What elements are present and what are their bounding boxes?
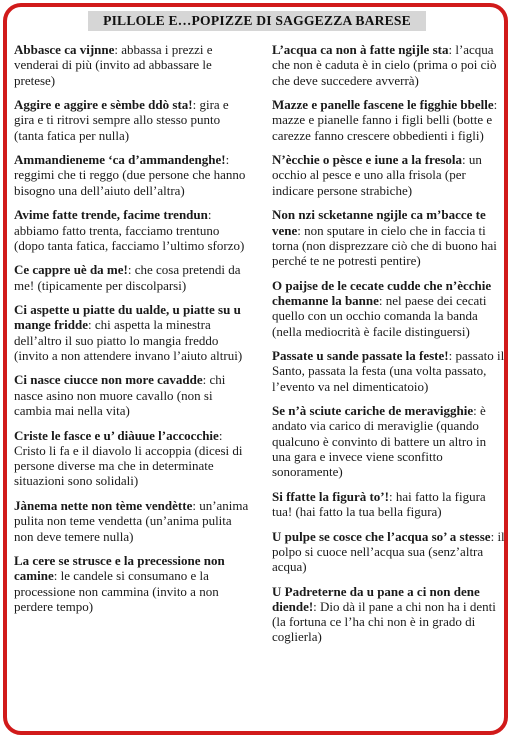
- proverb-entry: [272, 42, 508, 88]
- proverb-meaning: : l’acqua che non è caduta è in cielo (prima o poi ciò che deve succedere avverrà): [272, 42, 497, 88]
- proverb-meaning: : mazze e pianelle fanno i figli belli (botte e carezze fanno crescere obbedienti i figli): [272, 97, 498, 143]
- proverb-entry: [14, 553, 250, 614]
- proverb-term: Ce cappre uè da me!: [14, 262, 128, 278]
- proverb-entry: [272, 207, 508, 268]
- proverb-meaning: : è andato via carico di meraviglie (quando qualcuno è convinto di battere un altro in una gara e invece viene sconfitto sonoramente): [272, 403, 487, 480]
- proverb-meaning: : abbiamo fatto trenta, facciamo trentuno (dopo tanta fatica, facciamo l’ultimo sforzo): [14, 207, 245, 253]
- proverb-meaning: : Cristo li fa e il diavolo li accoppia (dicesi di persone diverse ma che in determinate situazioni sono solidali): [14, 427, 243, 489]
- proverb-entry: [14, 498, 250, 544]
- proverb-entry: [272, 348, 508, 394]
- proverb-meaning: : hai fatto la figura tua! (hai fatto la tua bella figura): [272, 488, 486, 520]
- proverb-term: Mazze e panelle fascene le figghie bbelle: [272, 97, 494, 113]
- proverb-entry: [272, 489, 508, 520]
- proverb-term: La cere se strusce e la precessione non camine: [14, 553, 225, 584]
- proverb-term: Jànema nette non tème vendètte: [14, 497, 193, 513]
- proverb-term: L’acqua ca non à fatte ngijle sta: [272, 42, 449, 57]
- proverb-entry: [14, 262, 250, 293]
- proverb-term: U pulpe se cosce che l’acqua so’ a stesse: [272, 528, 491, 544]
- proverb-meaning: : Dio dà il pane a chi non ha i denti (la fortuna ce l’ha chi non è in grado di coglierla): [272, 598, 496, 645]
- proverb-term: Ci nasce ciucce non more cavadde: [14, 372, 203, 388]
- proverb-term: Ammandieneme ‘ca d’ammandenghe!: [14, 152, 226, 168]
- proverb-term: Non nzi scketanne ngijle ca m’bacce te vene: [272, 207, 486, 238]
- proverb-term: N’ècchie o pèsce e iune a la fresola: [272, 152, 463, 168]
- proverb-entry: [272, 97, 508, 143]
- proverb-meaning: : non sputare in cielo che in faccia ti torna (non disprezzare ciò che di buono hai perché te ne potresti pentire): [272, 222, 497, 269]
- proverb-meaning: : reggimi che ti reggo (due persone che hanno bisogno una dell’aiuto dell’altra): [14, 152, 246, 198]
- proverb-meaning: : le candele si consumano e la processione non cammina (invito a non perdere tempo): [14, 568, 219, 614]
- proverb-meaning: : passato il Santo, passata la festa (una volta passato, l’evento va nel dimenticatoio): [272, 347, 505, 394]
- proverb-meaning: : abbassa i prezzi e venderai di più (invito ad abbassare le pretese): [14, 42, 213, 88]
- proverb-meaning: : chi nasce asino non muore cavallo (non si cambia mai nella vita): [14, 372, 226, 419]
- proverb-term: U Padreterne da u pane a ci non dene diende!: [272, 583, 480, 614]
- proverb-term: O paijse de le cecate cudde che n’ècchie chemanne la banne: [272, 277, 492, 308]
- proverb-meaning: : gira e gira e ti ritrovi sempre allo stesso punto (tanta fatica per nulla): [14, 97, 229, 143]
- proverb-entry: [272, 278, 508, 339]
- proverb-term: Si ffatte la figurà to’!: [272, 488, 389, 504]
- proverb-entry: [272, 529, 508, 575]
- proverb-meaning: : nel paese dei cecati quello con un occhio comanda la banda (nella mediocrità è facile distinguersi): [272, 292, 487, 339]
- page-title: PILLOLE E…POPIZZE DI SAGGEZZA BARESE: [88, 11, 426, 31]
- proverb-entry: [14, 207, 250, 253]
- proverb-term: Ci aspette u piatte du ualde, u piatte su u mange fridde: [14, 302, 241, 333]
- proverb-term: Abbasce ca vijnne: [14, 42, 115, 57]
- proverb-meaning: : che cosa pretendi da me! (tipicamente per discolparsi): [14, 262, 241, 293]
- proverb-entry: [14, 42, 250, 88]
- proverb-entry: [14, 152, 250, 198]
- proverb-term: Se n’à sciute cariche de meravigghie: [272, 403, 474, 419]
- proverb-meaning: : un occhio al pesce e uno alla frisola (per indicare persone strabiche): [272, 152, 482, 198]
- proverb-meaning: : un’anima pulita non teme vendetta (un’anima pulita non deve temere nulla): [14, 497, 249, 544]
- proverb-entry: [14, 372, 250, 418]
- proverb-entry: [14, 428, 250, 489]
- proverb-entry: [272, 152, 508, 198]
- right-column: [272, 42, 508, 654]
- proverb-term: Passate u sande passate la feste!: [272, 347, 449, 363]
- proverb-meaning: : il polpo si cuoce nell’acqua sua (senz’altra acqua): [272, 528, 505, 575]
- proverb-meaning: : chi aspetta la minestra dell’altro il suo piatto lo mangia freddo (invito a non attendere invano l’aiuto altrui): [14, 317, 243, 363]
- proverb-term: Aggire e aggire e sèmbe ddò sta!: [14, 97, 193, 113]
- proverb-entry: [272, 584, 508, 645]
- proverb-entry: [14, 302, 250, 363]
- proverb-entry: [14, 97, 250, 143]
- left-column: [14, 42, 250, 623]
- proverb-entry: [272, 403, 508, 479]
- proverb-term: Criste le fasce e u’ diàuue l’accocchie: [14, 427, 219, 443]
- proverb-term: Avime fatte trende, facime trendun: [14, 207, 208, 223]
